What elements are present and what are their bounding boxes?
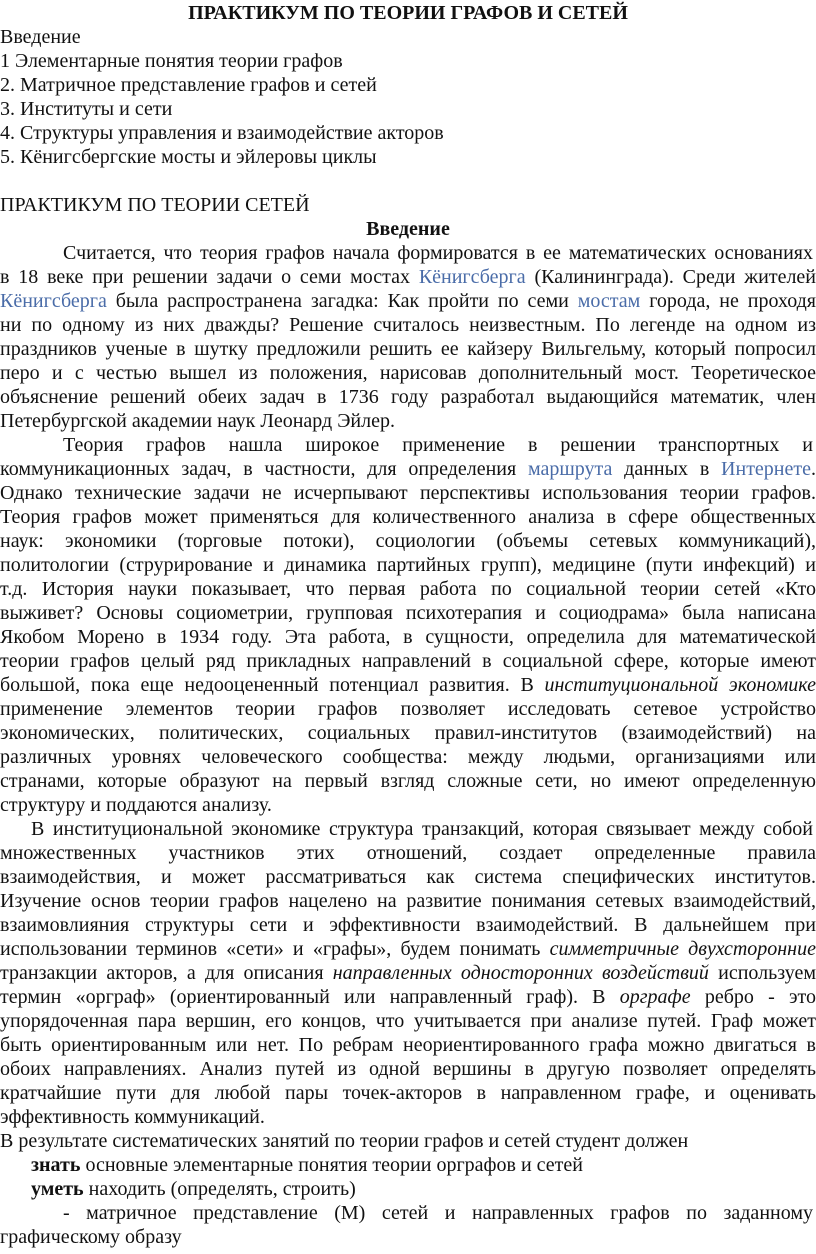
p1-line: Считается, что теория графов начала формироватся в ее математических основаниях	[63, 242, 813, 264]
p2-line: различных уровнях человеческого сообщества: между людьми, организациями или	[0, 746, 816, 768]
text-span: ребро - это	[690, 986, 816, 1008]
text-span: города, не проходя	[640, 290, 816, 312]
outcomes-intro: В результате систематических занятий по теории графов и сетей студент должен	[0, 1130, 689, 1152]
p1-line	[0, 265, 816, 289]
p2-line	[0, 457, 816, 481]
toc-item-2: 2. Матричное представление графов и сетей	[0, 74, 377, 96]
toc-item-5: 5. Кёнигсбергские мосты и эйлеровы циклы	[0, 146, 377, 168]
link-route[interactable]: маршрута	[527, 458, 613, 480]
p2-line: структуру и поддаются анализу.	[0, 794, 272, 816]
document-title: ПРАКТИКУМ ПО ТЕОРИИ ГРАФОВ И СЕТЕЙ	[188, 2, 628, 24]
p1-line: ни по одному из них дважды? Решение считалось неизвестным. По легенде на одном из	[0, 314, 816, 336]
outcome-item-line: графическому образу	[0, 1226, 182, 1248]
italic-term: симметричные двухсторонние	[549, 938, 816, 960]
p3-line	[0, 985, 816, 1009]
italic-term: орграфе	[619, 986, 691, 1008]
toc-item-intro: Введение	[0, 26, 81, 48]
p2-line: экономических, политических, социальных правил-институтов (взаимодействий) на	[0, 722, 816, 744]
toc-item-1: 1 Элементарные понятия теории графов	[0, 50, 343, 72]
p1-line: объяснение решений обеих задач в 1736 году разработал выдающийся математик, член	[0, 386, 816, 408]
know-label: знать	[31, 1154, 81, 1176]
italic-term: направленных односторонних воздействий	[332, 962, 709, 984]
toc-item-3: 3. Институты и сети	[0, 98, 173, 120]
text-span: основные элементарные понятия теории орграфов и сетей	[80, 1154, 583, 1176]
p2-line: т.д. История науки показывает, что первая работа по социальной теории сетей «Кто	[0, 578, 816, 600]
p2-line: Однако технические задачи не исчерпывают перспективы использования теории графов.	[0, 482, 816, 504]
section-heading: Введение	[366, 218, 450, 240]
outcome-can	[31, 1177, 813, 1201]
p3-line: эффективность коммуникаций.	[0, 1106, 265, 1128]
p3-line: быть ориентированным или нет. По ребрам неориентированного графа можно двигаться в	[0, 1034, 816, 1056]
text-span: транзакции акторов, а для описания	[0, 962, 333, 984]
p3-line: упорядоченная пара вершин, его концов, что учитывается при анализе путей. Граф может	[0, 1010, 816, 1032]
p2-line: Якобом Морено в 1934 году. Эта работа, в сущности, определила для математической	[0, 626, 816, 648]
p3-line	[0, 961, 816, 985]
italic-term: институциональной экономике	[544, 674, 816, 696]
text-span: данных в	[612, 458, 722, 480]
p1-line: перо и с честью вышел из положения, нарисовав дополнительный мост. Теоретическое	[0, 362, 816, 384]
text-span: находить (определять, строить)	[83, 1178, 356, 1200]
text-span: была распространена загадка: Как пройти по семи	[106, 290, 578, 312]
link-konigsberg[interactable]: Кёнигсберга	[418, 266, 526, 288]
p1-line: Петербургской академии наук Леонард Эйлер.	[0, 410, 395, 432]
toc-item-4: 4. Структуры управления и взаимодействие акторов	[0, 122, 444, 144]
p3-line: взаимовлияния структуры сети и эффективности взаимодействий. В дальнейшем при	[0, 914, 816, 936]
p3-line: взаимодействия, и может рассматриваться как система специфических институтов.	[0, 866, 816, 888]
text-span: использовании терминов «сети» и «графы», будем понимать	[0, 938, 550, 960]
p2-line: Теория графов может применяться для количественного анализа в сфере общественных	[0, 506, 816, 528]
p2-line: наук: экономики (торговые потоки), социологии (объемы сетевых коммуникаций),	[0, 530, 816, 552]
p2-line: применение элементов теории графов позволяет исследовать сетевое устройство	[0, 698, 816, 720]
link-internet[interactable]: Интернете	[721, 458, 812, 480]
text-span: .	[811, 458, 816, 480]
p2-line	[0, 673, 816, 697]
p3-line: обоих направлениях. Анализ путей из одной вершины в другую позволяет определять	[0, 1058, 816, 1080]
text-span: (Калининграда). Среди жителей	[525, 266, 816, 288]
p2-line: Теория графов нашла широкое применение в решении транспортных и	[63, 434, 813, 456]
p1-line: праздников ученые в шутку предложили решить ее кайзеру Вильгельму, который попросил	[0, 338, 816, 360]
p3-line: Изучение основ теории графов нацелено на развитие понимания сетевых взаимодействий,	[0, 890, 816, 912]
outcome-know	[31, 1153, 813, 1177]
can-label: уметь	[31, 1178, 84, 1200]
p2-line: теории графов целый ряд прикладных направлений в социальной сфере, которые имеют	[0, 650, 816, 672]
p2-line: странами, которые образуют на первый взгляд сложные сети, но имеют определенную	[0, 770, 816, 792]
text-span: коммуникационных задач, в частности, для определения	[0, 458, 528, 480]
text-span: используем	[708, 962, 816, 984]
outcome-item-line: - матричное представление (М) сетей и направленных графов по заданному	[63, 1202, 813, 1224]
p2-line: политологии (струрирование и динамика партийных групп), медицине (пути инфекций) и	[0, 554, 816, 576]
p3-line: множественных участников этих отношений, создает определенные правила	[0, 842, 816, 864]
text-span: большой, пока еще недооцененный потенциал развития. В	[0, 674, 545, 696]
p2-line: выживет? Основы социометрии, групповая психотерапия и социодрама» была написана	[0, 602, 816, 624]
text-span: в 18 веке при решении задачи о семи мостах	[0, 266, 419, 288]
subtitle: ПРАКТИКУМ ПО ТЕОРИИ СЕТЕЙ	[0, 194, 310, 216]
p1-line	[0, 289, 816, 313]
link-bridges[interactable]: мостам	[577, 290, 641, 312]
link-konigsberg[interactable]: Кёнигсберга	[0, 290, 107, 312]
p3-line: В институциональной экономике структура транзакций, которая связывает между собой	[31, 818, 813, 840]
p3-line	[0, 937, 816, 961]
text-span: термин «орграф» (ориентированный или направленный граф). В	[0, 986, 620, 1008]
p3-line: кратчайшие пути для любой пары точек-акторов в направленном графе, и оценивать	[0, 1082, 816, 1104]
